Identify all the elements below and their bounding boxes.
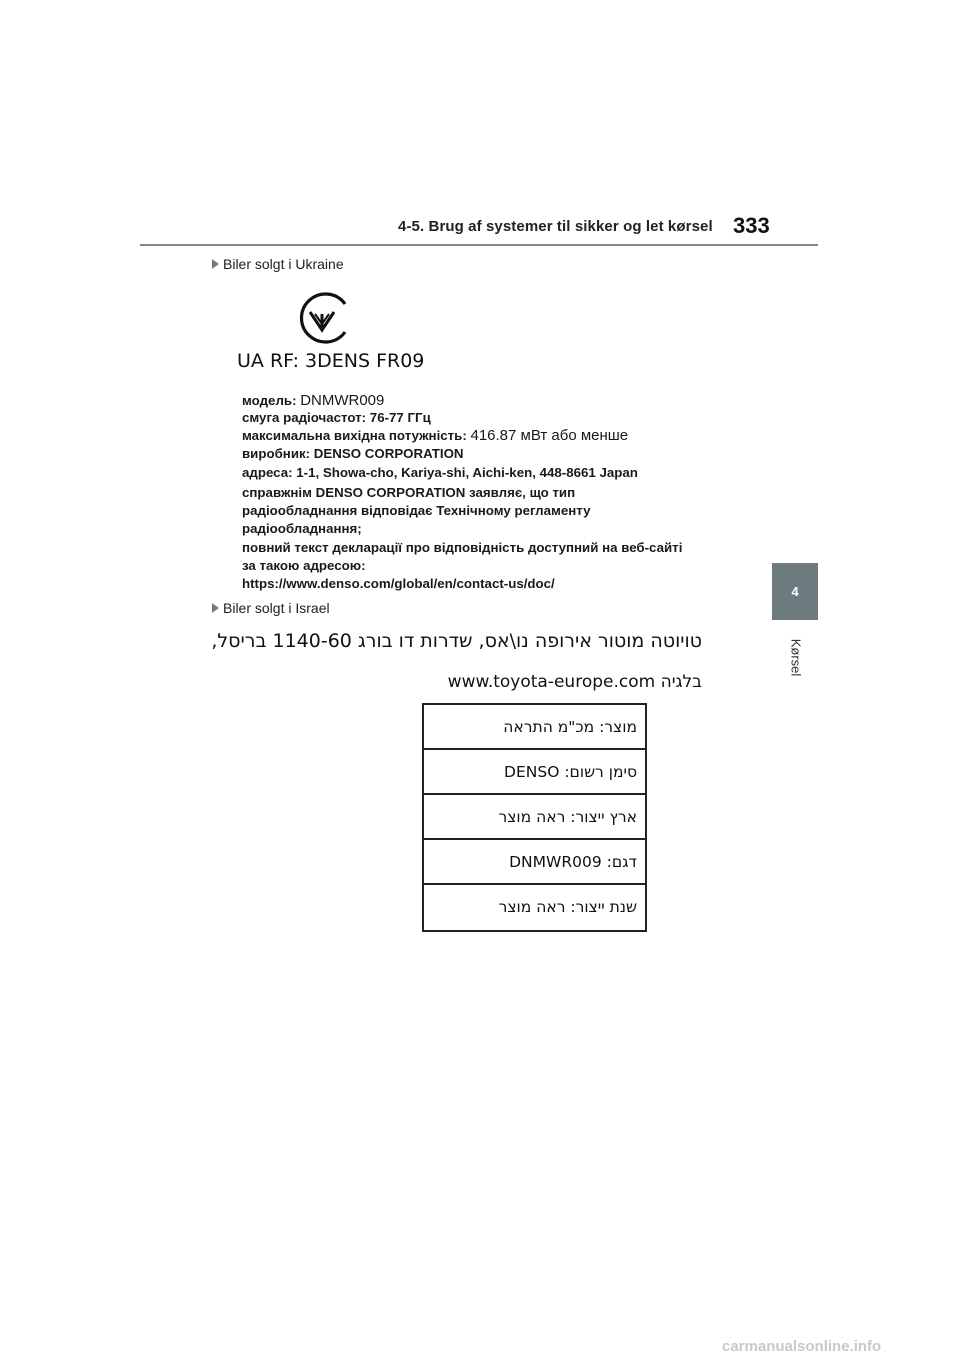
header-divider — [140, 244, 818, 246]
chapter-label-box — [788, 630, 804, 690]
israel-importer-line: טויוטה מוטור אירופה נו\אס, שדרות דו בורג 1140-60 בריסל, — [211, 630, 702, 652]
decl-line-fulltext-1: повний текст декларації про відповідність доступний на веб-сайті — [242, 540, 683, 555]
decl-line-model: модель: DNMWR009 — [242, 392, 385, 409]
table-row: מוצר: מכ"מ התראה — [424, 705, 645, 750]
bullet-triangle-icon — [212, 603, 219, 613]
decl-line-address: адреса: 1-1, Showa-cho, Kariya-shi, Aichi-ken, 448-8661 Japan — [242, 465, 638, 480]
table-row: ארץ ייצור: ראה מוצר — [424, 795, 645, 840]
section-title: 4-5. Brug af systemer til sikker og let kørsel — [398, 218, 713, 235]
decl-line-manufacturer: виробник: DENSO CORPORATION — [242, 446, 464, 461]
decl-line-band: смуга радіочастот: 76-77 ГГц — [242, 410, 431, 425]
footer-watermark: carmanualsonline.info — [722, 1338, 882, 1355]
bullet-israel — [212, 600, 330, 616]
table-row: דגם: DNMWR009 — [424, 840, 645, 885]
bullet-triangle-icon — [212, 259, 219, 269]
decl-line-url: https://www.denso.com/global/en/contact-us/doc/ — [242, 576, 555, 591]
bullet-ukraine-text: Biler solgt i Ukraine — [223, 256, 344, 272]
page-number: 333 — [733, 213, 770, 238]
bullet-ukraine — [212, 256, 344, 272]
decl-line-power: максимальна вихідна потужність: 416.87 мВт або менше — [242, 427, 629, 444]
ua-rf-code: UA RF: 3DENS FR09 — [237, 350, 425, 372]
israel-product-table — [422, 703, 647, 932]
decl-line-statement-1: справжнім DENSO CORPORATION заявляє, що тип — [242, 485, 576, 500]
chapter-tab — [772, 563, 818, 620]
ua-conformity-mark-icon — [298, 292, 352, 344]
table-row: סימן רשום: DENSO — [424, 750, 645, 795]
decl-line-statement-3: радіообладнання; — [242, 521, 362, 536]
decl-line-statement-2: радіообладнання відповідає Технічному регламенту — [242, 503, 591, 518]
bullet-israel-text: Biler solgt i Israel — [223, 600, 330, 616]
israel-web-line: בלגיה www.toyota-europe.com — [447, 672, 702, 692]
chapter-number: 4 — [791, 584, 799, 599]
table-row: שנת ייצור: ראה מוצר — [498, 898, 637, 916]
decl-line-fulltext-2: за такою адресою: — [242, 558, 366, 573]
chapter-label: Kørsel — [788, 638, 804, 677]
